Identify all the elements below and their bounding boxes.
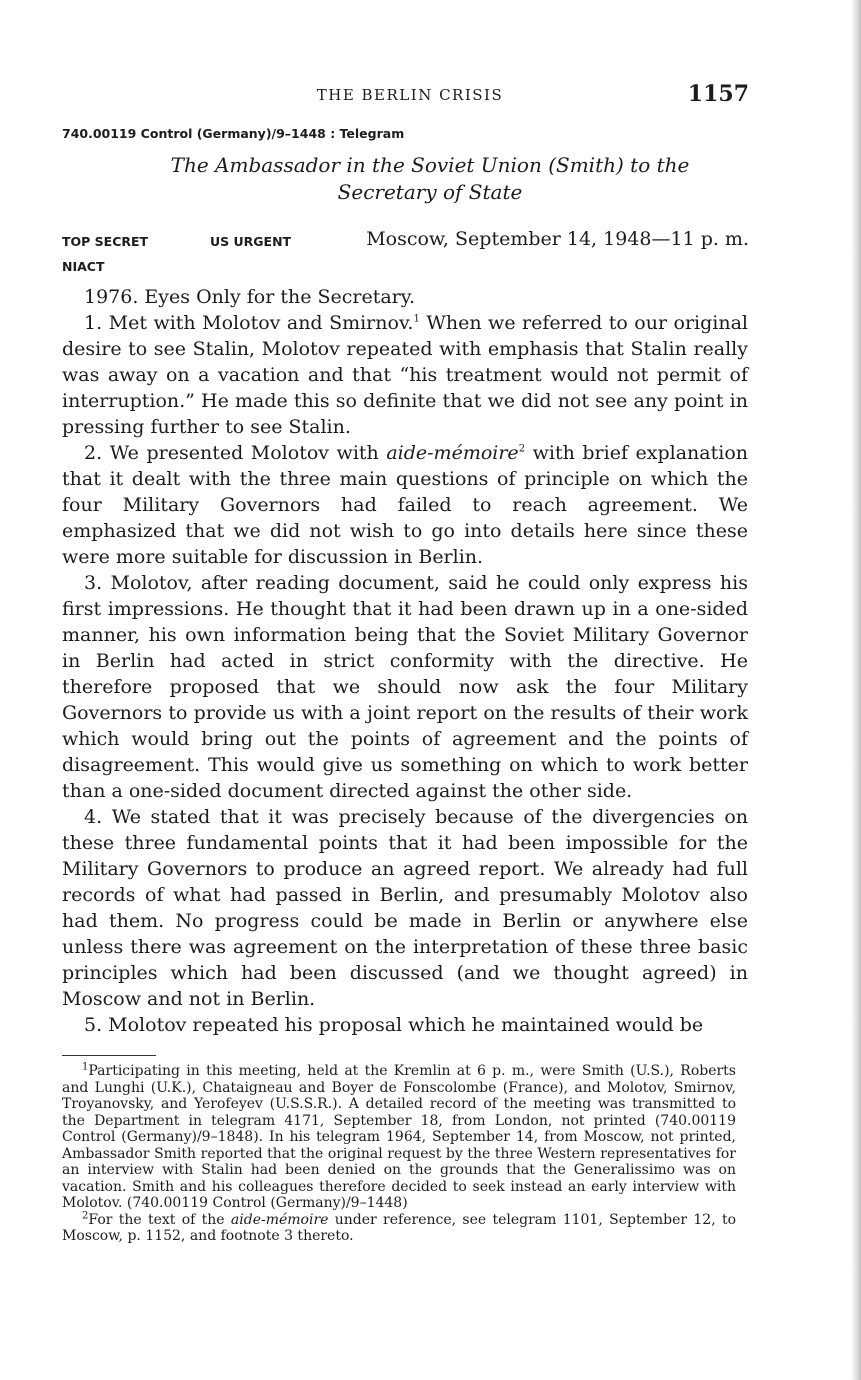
page-number: 1157 [687, 81, 749, 107]
paragraph-1 [62, 310, 748, 440]
page-edge-shadow [851, 0, 861, 1380]
footnote-2-mark: 2 [82, 1209, 89, 1221]
footnote-2-text-b: under reference, see telegram 1101, September 12, to Moscow, p. 1152, and footnote 3 thereto. [62, 1211, 737, 1244]
footnote-ref-2: 2 [518, 443, 526, 455]
footnote-divider [62, 1055, 156, 1056]
paragraph-1-text-b: When we referred to our original desire to see Stalin, Molotov repeated with emphasis that Stalin really was away on a vacation and that “his treatment would not permit of interruption.” He made this so definite that we did not see any point in pressing further to see Stalin. [62, 312, 748, 438]
paragraph-2-text-b: with brief explanation that it dealt with the three main questions of principle on which the four Military Governors had failed to reach agreement. We emphasized that we did not wish to go into details here since these were more suitable for discussion in Berlin. [62, 442, 748, 568]
title-line-2: Secretary of State [337, 180, 523, 204]
footnote-1 [62, 1063, 736, 1212]
telegram-body [62, 284, 748, 1038]
running-title: THE BERLIN CRISIS [316, 86, 504, 104]
paragraph-2-number: 2. [84, 442, 103, 464]
paragraph-5: 5. Molotov repeated his proposal which he maintained would be [84, 1014, 704, 1036]
footnotes [62, 1063, 736, 1245]
paragraph-3: 3. Molotov, after reading document, said he could only express his first impressions. He thought that it had been drawn up in a one-sided manner, his own information being that the Soviet Military Governor in Berlin had acted in strict conformity with the directive. He therefore proposed that we should now ask the four Military Governors to provide us with a joint report on the results of their work which would bring out the points of agreement and the points of disagreement. This would give us something on which to work better than a one-sided document directed against the other side. [62, 572, 748, 802]
footnote-2-text-a: For the text of the [88, 1211, 231, 1228]
footnote-2-italic: aide-mémoire [230, 1211, 329, 1228]
file-reference: 740.00119 Control (Germany)/9–1448 : Telegram [62, 126, 405, 141]
paragraph-4: 4. We stated that it was precisely because of the divergencies on these three fundamental points that it had been impossible for the Military Governors to produce an agreed report. We already had full records of what had passed in Berlin, and presumably Molotov also had them. No progress could be made in Berlin or anywhere else unless there was agreement on the interpretation of these three basic principles which had been discussed (and we thought agreed) in Moscow and not in Berlin. [62, 806, 748, 1010]
title-line-1: The Ambassador in the Soviet Union (Smith) to the [170, 153, 690, 177]
niact-label: NIACT [62, 259, 105, 274]
dateline: Moscow, September 14, 1948—11 p. m. [366, 228, 749, 250]
paragraph-intro [62, 284, 748, 310]
priority-label: US URGENT [210, 234, 292, 249]
document-title [80, 152, 780, 206]
paragraph-2 [62, 440, 748, 570]
paragraph-1-number: 1. [84, 312, 103, 334]
classification-label: TOP SECRET [62, 234, 149, 249]
paragraph-intro-text: 1976. Eyes Only for the Secretary. [84, 286, 416, 308]
footnote-ref-1: 1 [413, 313, 420, 325]
paragraph-1-text-a: Met with Molotov and Smirnov. [108, 312, 414, 334]
footnote-2 [62, 1209, 737, 1245]
footnote-1-mark: 1 [82, 1061, 89, 1073]
paragraph-2-text-a: We presented Molotov with [109, 442, 387, 464]
footnote-1-text: Participating in this meeting, held at the Kremlin at 6 p. m., were Smith (U.S.), Roberts and Lunghi (U.K.), Chataigneau and Boyer de Fonscolombe (France), and Molotov, Smirnov, Troyanovsky, and Yerofeyev (U.S.S.R.). A detailed record of the meeting was transmitted to the Department in telegram 4171, September 18, from London, not printed (740.00119 Control (Germany)/9–1848). In his telegram 1964, September 14, from Moscow, not printed, Ambassador Smith reported that the original request by the three Western representatives for an interview with Stalin had been denied on the grounds that the Generalissimo was on vacation. Smith and his colleagues therefore decided to seek instead an early interview with Molotov. (740.00119 Control (Germany)/9–1448) [62, 1063, 736, 1211]
running-header [0, 81, 861, 108]
paragraph-2-italic: aide-mémoire [386, 442, 519, 464]
